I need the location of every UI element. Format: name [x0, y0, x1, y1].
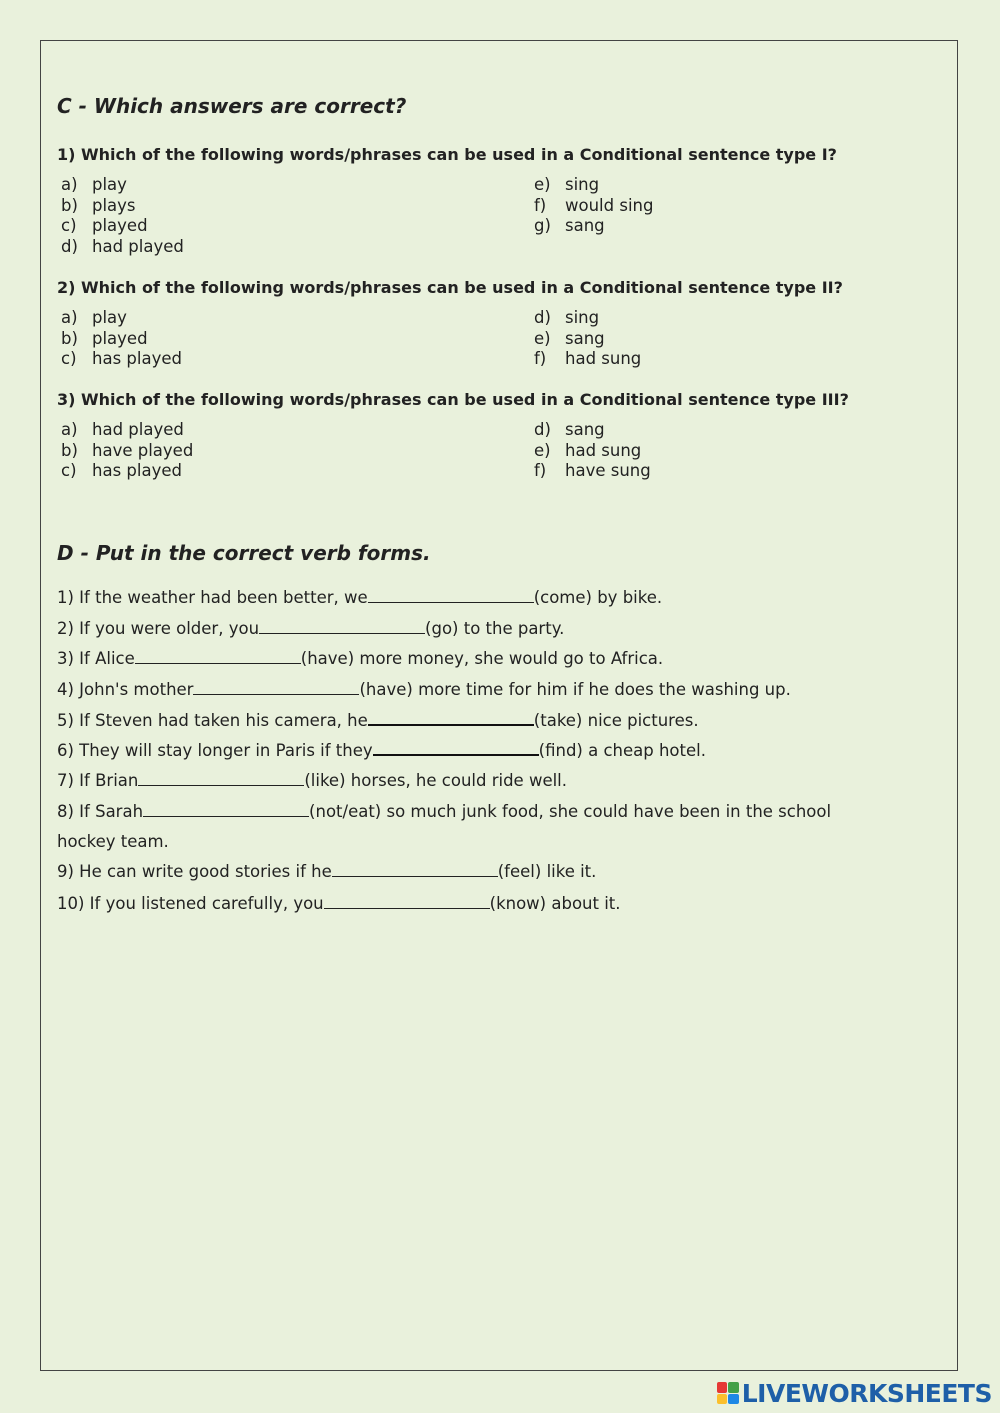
question-1-left-column — [61, 175, 184, 257]
logo-text: LIVEWORKSHEETS — [741, 1378, 992, 1408]
exercise-item-9: 9) He can write good stories if he (feel) like it. — [57, 862, 597, 881]
answer-blank[interactable] — [368, 588, 534, 603]
logo-icon — [717, 1382, 739, 1404]
answer-blank[interactable] — [324, 894, 490, 909]
option[interactable]: a) play — [61, 308, 127, 327]
answer-blank[interactable] — [368, 710, 534, 726]
option[interactable]: e) sing — [534, 175, 600, 194]
option[interactable]: g) sang — [534, 216, 605, 235]
option[interactable]: b) plays — [61, 195, 136, 215]
option[interactable]: d) sing — [534, 308, 600, 327]
option[interactable]: e) had sung — [534, 440, 642, 460]
answer-blank[interactable] — [332, 862, 498, 877]
logo-square-e — [728, 1394, 739, 1405]
question-3-right-column — [534, 420, 651, 482]
logo-square-v — [717, 1394, 728, 1405]
option[interactable]: f) have sung — [534, 461, 651, 480]
exercise-item-1: 1) If the weather had been better, we (come) by bike. — [57, 588, 663, 607]
option[interactable]: c) played — [61, 216, 148, 235]
exercise-item-10: 10) If you listened carefully, you (know) about it. — [57, 894, 621, 913]
answer-blank[interactable] — [259, 619, 425, 634]
question-2: 2) Which of the following words/phrases can be used in a Conditional sentence type II? — [57, 278, 843, 297]
option[interactable]: c) has played — [61, 461, 182, 480]
option[interactable]: e) sang — [534, 328, 605, 348]
answer-blank[interactable] — [193, 680, 359, 695]
question-3: 3) Which of the following words/phrases can be used in a Conditional sentence type III? — [57, 390, 849, 409]
liveworksheets-logo — [717, 1379, 992, 1407]
logo-square-i — [728, 1382, 739, 1393]
section-c-title: C - Which answers are correct? — [57, 94, 407, 118]
exercise-item-8: 8) If Sarah (not/eat) so much junk food, she could have been in the school — [57, 802, 832, 821]
question-1: 1) Which of the following words/phrases can be used in a Conditional sentence type I? — [57, 145, 837, 164]
option[interactable]: b) have played — [61, 440, 194, 460]
option[interactable]: d) had played — [61, 236, 184, 256]
question-3-left-column — [61, 420, 193, 482]
exercise-item-3: 3) If Alice (have) more money, she would go to Africa. — [57, 649, 664, 668]
exercise-item-8-continued: hockey team. — [57, 832, 169, 851]
answer-blank[interactable] — [143, 802, 309, 817]
exercise-item-5: 5) If Steven had taken his camera, he (take) nice pictures. — [57, 711, 699, 730]
exercise-item-6: 6) They will stay longer in Paris if they (find) a cheap hotel. — [57, 741, 706, 760]
exercise-item-4: 4) John's mother (have) more time for him if he does the washing up. — [57, 680, 791, 699]
section-d-title: D - Put in the correct verb forms. — [57, 541, 431, 565]
answer-blank[interactable] — [373, 740, 539, 756]
question-1-right-column — [534, 175, 653, 237]
option[interactable]: a) play — [61, 175, 127, 194]
option[interactable]: d) sang — [534, 420, 605, 439]
option[interactable]: f) would sing — [534, 195, 654, 215]
question-2-left-column — [61, 308, 182, 370]
option[interactable]: a) had played — [61, 420, 184, 439]
question-2-right-column — [534, 308, 641, 370]
exercise-item-7: 7) If Brian (like) horses, he could ride well. — [57, 771, 568, 790]
option[interactable]: f) had sung — [534, 349, 642, 368]
option[interactable]: b) played — [61, 328, 148, 348]
option[interactable]: c) has played — [61, 349, 182, 368]
answer-blank[interactable] — [135, 649, 301, 664]
logo-square-l — [717, 1382, 728, 1393]
exercise-item-2: 2) If you were older, you (go) to the party. — [57, 619, 565, 638]
answer-blank[interactable] — [138, 771, 304, 786]
